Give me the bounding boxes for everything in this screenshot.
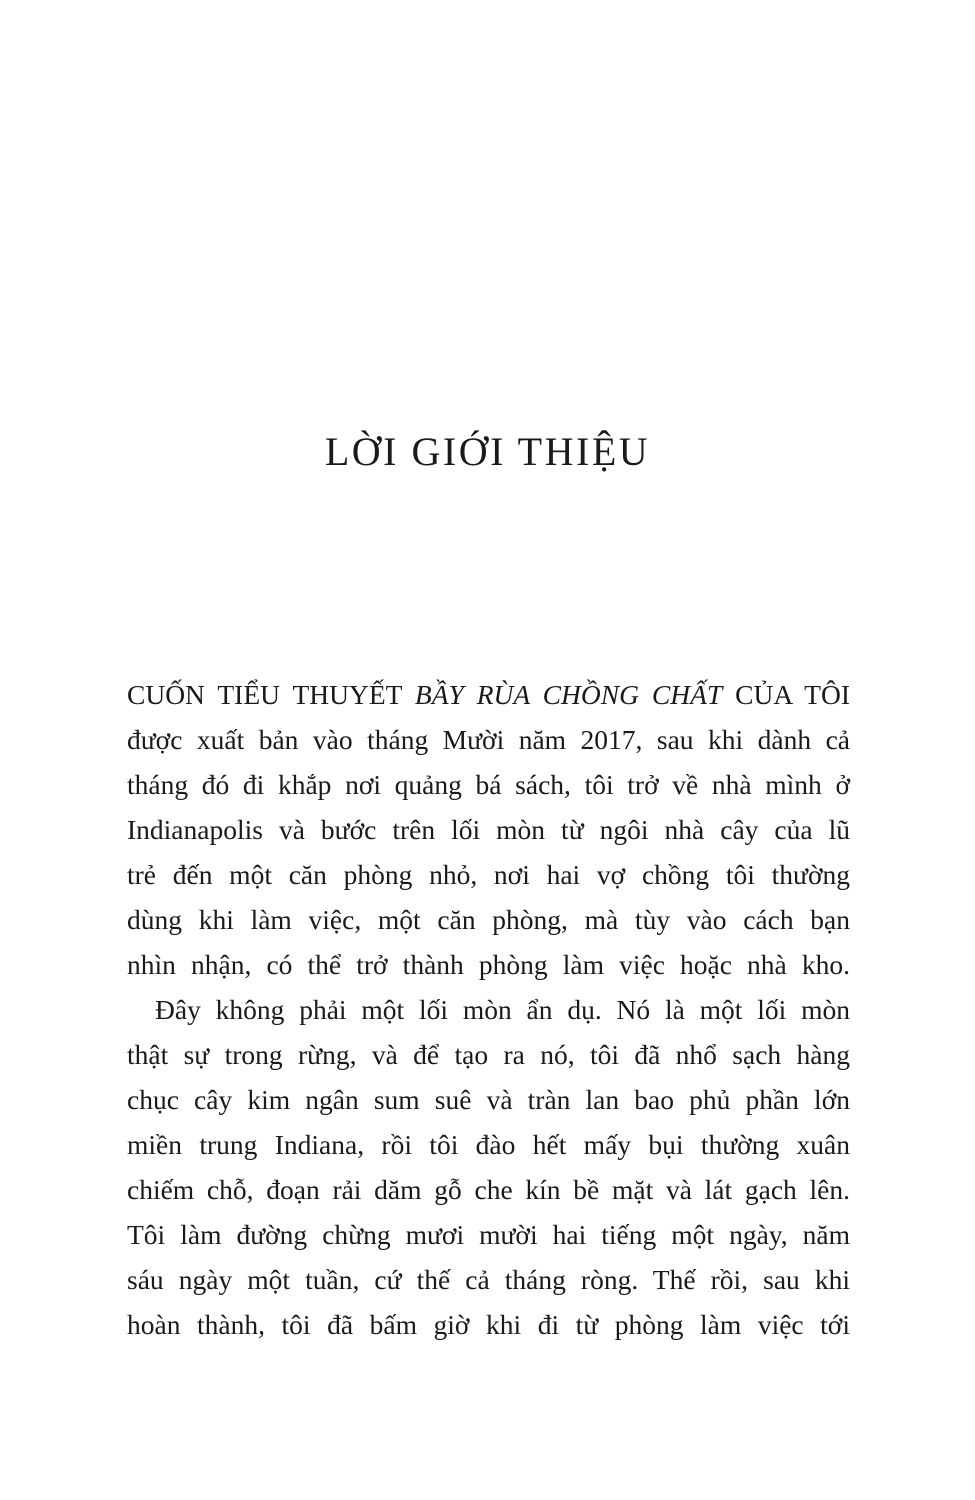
text-segment: CUỐN TIỂU THUYẾT (127, 679, 415, 710)
text-line (127, 672, 850, 717)
text-segment: hoàn thành, tôi đã bấm giờ khi đi từ phòng làm việc tới (127, 1309, 850, 1340)
text-segment: sáu ngày một tuần, cứ thế cả tháng ròng. Thế rồi, sau khi (127, 1264, 850, 1295)
text-line (127, 987, 850, 1032)
text-segment: Tôi làm đường chừng mươi mười hai tiếng một ngày, năm (127, 1219, 850, 1250)
text-line (127, 942, 850, 987)
text-line (127, 807, 850, 852)
text-segment: miền trung Indiana, rồi tôi đào hết mấy bụi thường xuân (127, 1129, 850, 1160)
text-segment: được xuất bản vào tháng Mười năm 2017, sau khi dành cả (127, 724, 850, 755)
text-line (127, 1212, 850, 1257)
text-segment: dùng khi làm việc, một căn phòng, mà tùy vào cách bạn (127, 904, 850, 935)
text-line (127, 1302, 850, 1347)
text-segment: nhìn nhận, có thể trở thành phòng làm việc hoặc nhà kho. (127, 949, 850, 980)
text-line (127, 897, 850, 942)
text-line (127, 1032, 850, 1077)
text-segment: Indianapolis và bước trên lối mòn từ ngôi nhà cây của lũ (127, 814, 850, 845)
chapter-title: LỜI GIỚI THIỆU (324, 429, 651, 474)
text-line (127, 1167, 850, 1212)
text-segment: trẻ đến một căn phòng nhỏ, nơi hai vợ chồng tôi thường (127, 859, 850, 890)
body-text (127, 672, 850, 1347)
text-segment: chiếm chỗ, đoạn rải dăm gỗ che kín bề mặt và lát gạch lên. (127, 1174, 850, 1205)
text-segment: chục cây kim ngân sum suê và tràn lan bao phủ phần lớn (127, 1084, 850, 1115)
book-title-italic: BẦY RÙA CHỒNG CHẤT (414, 679, 723, 710)
text-line (127, 1257, 850, 1302)
text-segment: thật sự trong rừng, và để tạo ra nó, tôi đã nhổ sạch hàng (127, 1039, 850, 1070)
text-segment: CỦA TÔI (722, 679, 850, 710)
text-line (127, 1122, 850, 1167)
text-line (127, 762, 850, 807)
text-line (127, 1077, 850, 1122)
text-segment: tháng đó đi khắp nơi quảng bá sách, tôi trở về nhà mình ở (127, 769, 850, 800)
text-line (127, 717, 850, 762)
text-line (127, 852, 850, 897)
text-segment: Đây không phải một lối mòn ẩn dụ. Nó là một lối mòn (155, 994, 850, 1025)
